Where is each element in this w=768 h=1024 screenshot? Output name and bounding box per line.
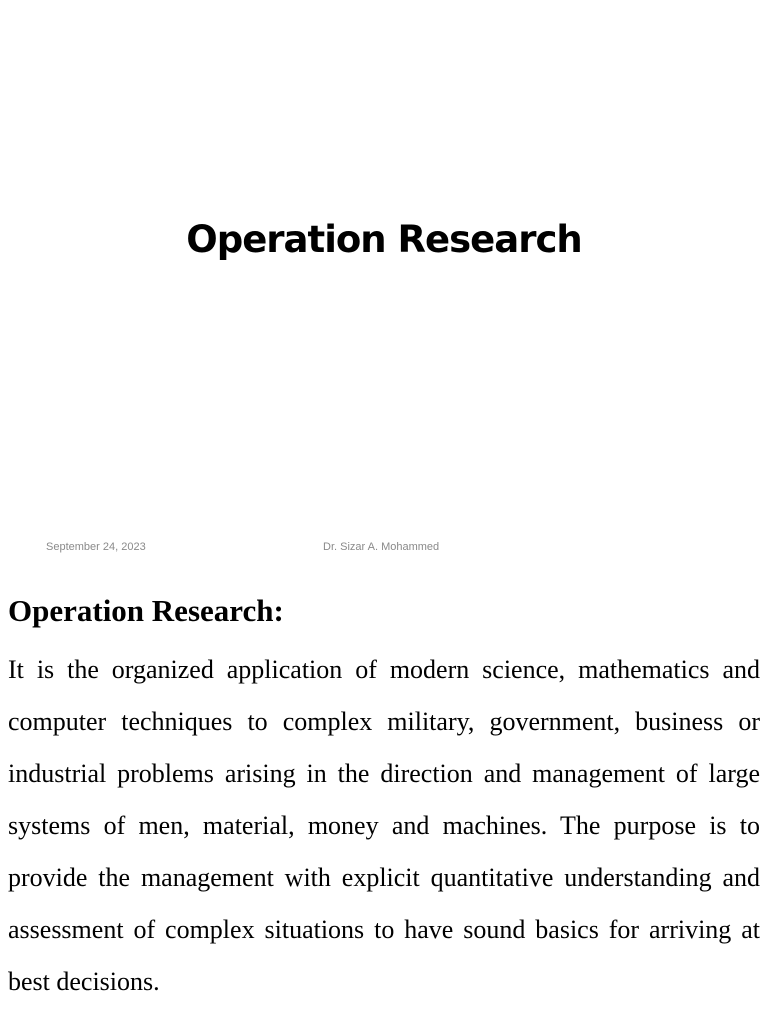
content-section xyxy=(8,586,760,1008)
definition-paragraph: It is the organized application of modern science, mathematics and computer techniques to complex military, government, business or industrial problems arising in the direction and management of large systems of men, material, money and machines. The purpose is to provide the management with explicit quantitative understanding and assessment of complex situations to have sound basics for arriving at best decisions. xyxy=(8,655,760,996)
section-heading: Operation Research: xyxy=(8,593,284,628)
slide-footer-date: September 24, 2023 xyxy=(46,541,146,553)
slide-title: Operation Research xyxy=(186,218,582,261)
slide-footer-author: Dr. Sizar A. Mohammed xyxy=(323,541,440,553)
